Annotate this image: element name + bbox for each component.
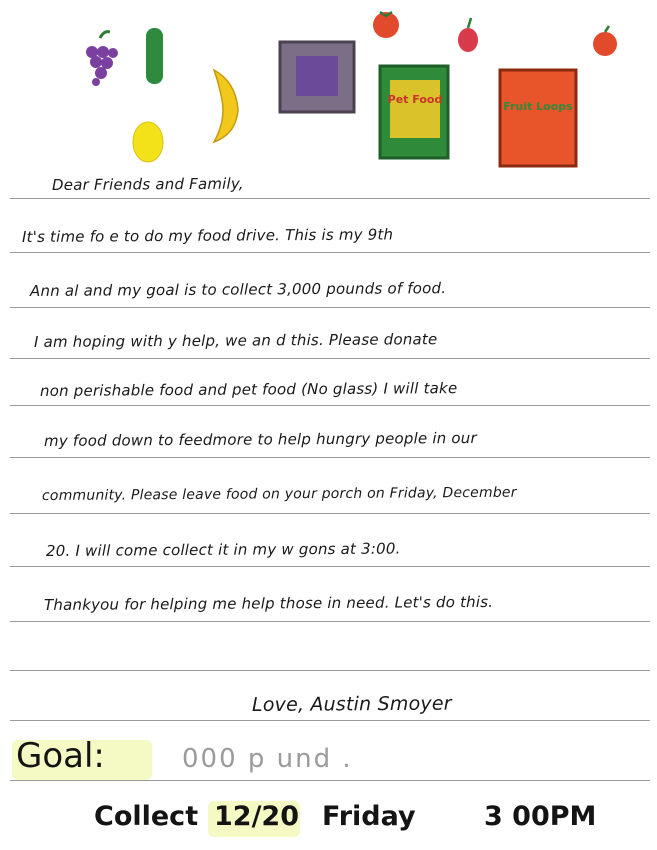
pet-food-label: Pet Food: [387, 93, 443, 106]
letter-line: non perishable food and pet food (No glass) I will take: [39, 379, 458, 400]
banana-icon: [214, 70, 238, 142]
collect-time: 3 00PM: [484, 801, 597, 832]
goal-label: Goal:: [16, 736, 105, 776]
letter-line: my food down to feedmore to help hungry people in our: [43, 428, 477, 450]
rule-line: [10, 198, 650, 199]
grapes-icon: [86, 32, 118, 86]
cucumber-icon: [146, 28, 163, 84]
purple-box-icon: [280, 42, 354, 112]
collect-row: [0, 795, 657, 845]
rule-line: [10, 307, 650, 308]
goal-value: 000 p und .: [182, 744, 353, 774]
letter-line: Ann al and my goal is to collect 3,000 pounds of food.: [29, 279, 447, 300]
collect-label: Collect: [94, 801, 199, 832]
letter-line: I am hoping with y help, we an d this. Please donate: [33, 330, 438, 351]
fruit-loops-box-icon: [500, 70, 576, 166]
rule-line: [10, 358, 650, 359]
orange-fruit-icon: [593, 26, 617, 56]
rule-line: [10, 405, 650, 406]
rule-line: [10, 720, 650, 721]
collect-day: Friday: [322, 801, 416, 832]
greeting: Dear Friends and Family,: [51, 174, 244, 194]
rule-line: [10, 621, 650, 622]
rule-line: [10, 566, 650, 567]
cherry-icon: [458, 18, 478, 52]
goal-row: [12, 732, 652, 782]
letter-line: It's time fo e to do my food drive. This is my 9th: [21, 225, 394, 246]
lemon-icon: [133, 122, 163, 162]
letter-line: Thankyou for helping me help those in need. Let's do this.: [43, 592, 494, 614]
letter-line: community. Please leave food on your porch on Friday, December: [41, 484, 517, 504]
tomato-icon: [373, 12, 399, 38]
rule-line: [10, 457, 650, 458]
rule-line: [10, 513, 650, 514]
rule-line: [10, 670, 650, 671]
pet-food-bag-icon: [380, 66, 448, 158]
letter-line: 20. I will come collect it in my w gons at 3:00.: [45, 539, 401, 560]
food-drawings: [0, 0, 657, 170]
signature: Love, Austin Smoyer: [251, 692, 452, 716]
rule-line: [10, 252, 650, 253]
collect-date: 12/20: [214, 801, 300, 832]
fruit-loops-label: Fruit Loops: [503, 100, 573, 113]
